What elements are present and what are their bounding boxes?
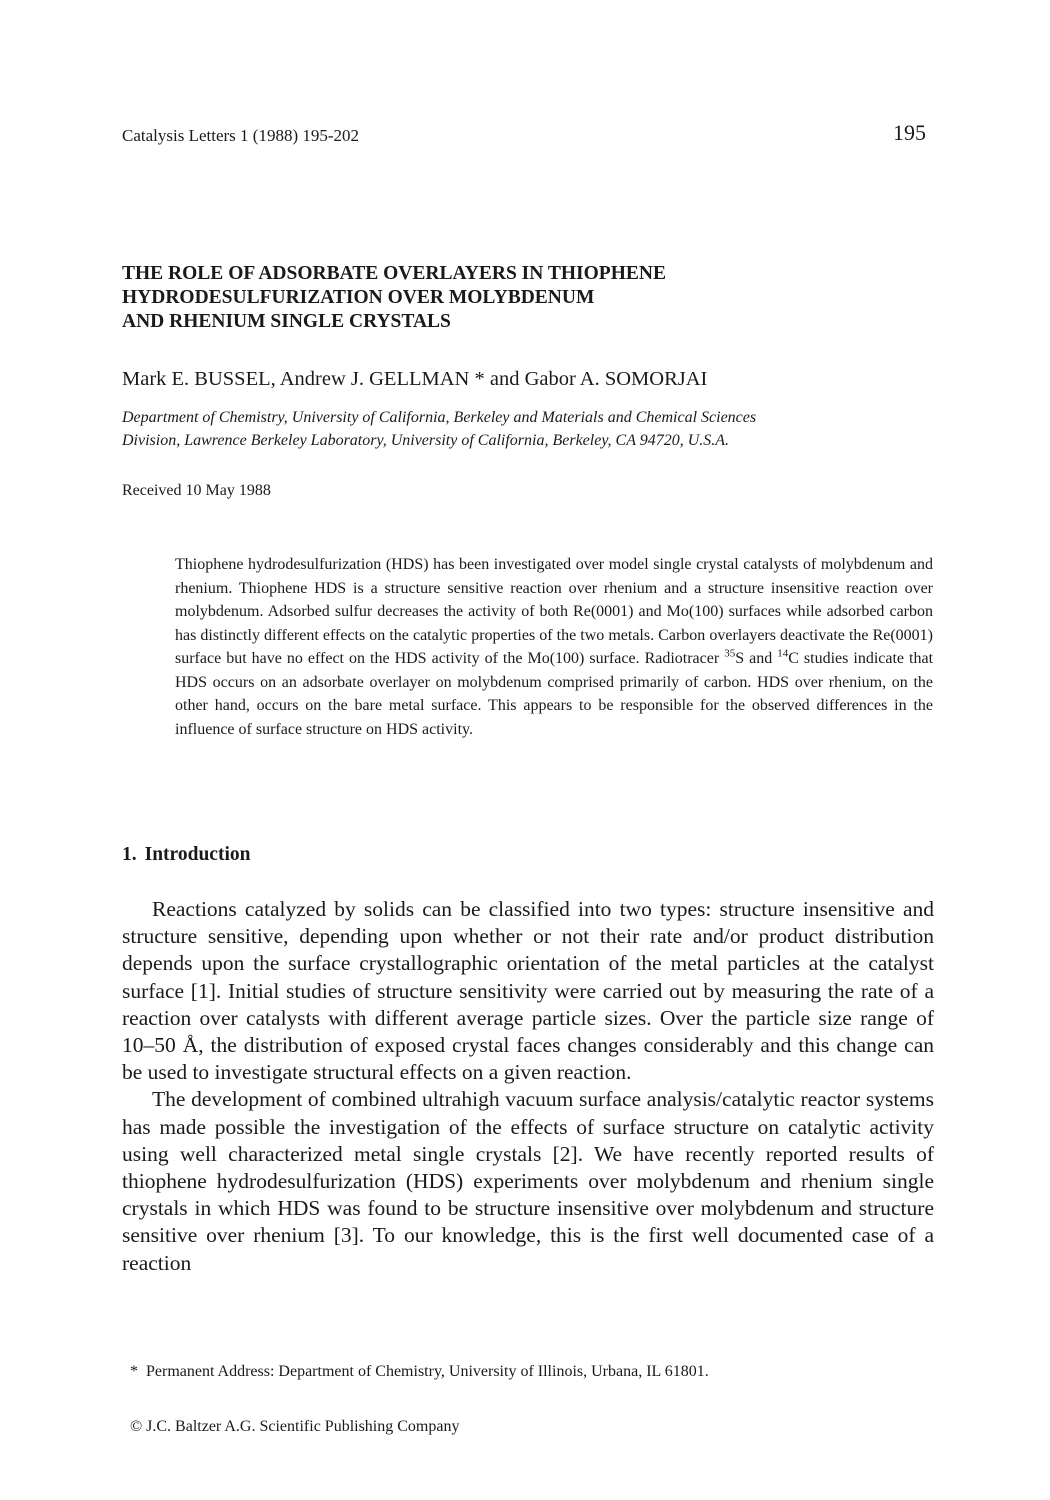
article-title (122, 262, 922, 334)
paragraph: The development of combined ultrahigh vacuum surface analysis/catalytic reactor systems has made possible the investigation of the effects of surface structure on catalytic activity using well characterized metal single crystals [2]. We have recently reported results of thiophene hydrodesulfurization (HDS) experiments over molybdenum and rhenium single crystals in which HDS was found to be structure insensitive over molybdenum and structure sensitive over rhenium [3]. To our knowledge, this is the first well documented case of a reaction (122, 1087, 934, 1275)
page-number: 195 (893, 120, 926, 145)
section-title: Introduction (144, 844, 251, 865)
abstract-text: S and (735, 650, 778, 667)
isotope-superscript: 14 (777, 647, 789, 660)
journal-citation: Catalysis Letters 1 (1988) 195-202 (122, 126, 360, 145)
affiliation (122, 406, 942, 452)
footnote (130, 1363, 709, 1381)
section-heading (122, 844, 250, 866)
received-date: Received 10 May 1988 (122, 482, 271, 499)
body-text (122, 896, 934, 1277)
affiliation-line: Division, Lawrence Berkeley Laboratory, University of California, Berkeley, CA 94720, U.S.A. (122, 432, 730, 449)
section-number: 1. (122, 844, 137, 865)
footnote-mark: * (130, 1363, 138, 1380)
title-line: THE ROLE OF ADSORBATE OVERLAYERS IN THIOPHENE (122, 263, 666, 284)
title-line: AND RHENIUM SINGLE CRYSTALS (122, 311, 451, 332)
title-line: HYDRODESULFURIZATION OVER MOLYBDENUM (122, 287, 595, 308)
abstract (175, 553, 933, 741)
copyright-notice: © J.C. Baltzer A.G. Scientific Publishing Company (130, 1418, 460, 1435)
author-list: Mark E. BUSSEL, Andrew J. GELLMAN * and Gabor A. SOMORJAI (122, 368, 708, 390)
isotope-superscript: 35 (724, 647, 736, 660)
abstract-text: C studies indicate that HDS occurs on an adsorbate overlayer on molybdenum comprised primarily of carbon. HDS over rhenium, on the other hand, occurs on the bare metal surface. This appears to be responsible for the observed differences in the influence of surface structure on HDS activity. (175, 650, 934, 738)
affiliation-line: Department of Chemistry, University of California, Berkeley and Materials and Chemical Sciences (122, 409, 757, 426)
paragraph: Reactions catalyzed by solids can be classified into two types: structure insensitive and structure sensitive, depending upon whether or not their rate and/or product distribution depends upon the surface crystallographic orientation of the metal particles at the catalyst surface [1]. Initial studies of structure sensitivity were carried out by measuring the rate of a reaction over catalysts with different average particle sizes. Over the particle size range of 10–50 Å, the distribution of exposed crystal faces changes considerably and this change can be used to investigate structural effects on a given reaction. (122, 897, 934, 1085)
abstract-text: Thiophene hydrodesulfurization (HDS) has been investigated over model single crystal catalysts of molybdenum and rhenium. Thiophene HDS is a structure sensitive reaction over rhenium and a structure insensitive reaction over molybdenum. Adsorbed sulfur decreases the activity of both Re(0001) and Mo(100) surfaces while adsorbed carbon has distinctly different effects on the catalytic properties of the two metals. Carbon overlayers deactivate the Re(0001) surface but have no effect on the HDS activity of the Mo(100) surface. Radiotracer (175, 556, 933, 667)
footnote-text: Permanent Address: Department of Chemistry, University of Illinois, Urbana, IL 61801. (146, 1363, 709, 1380)
